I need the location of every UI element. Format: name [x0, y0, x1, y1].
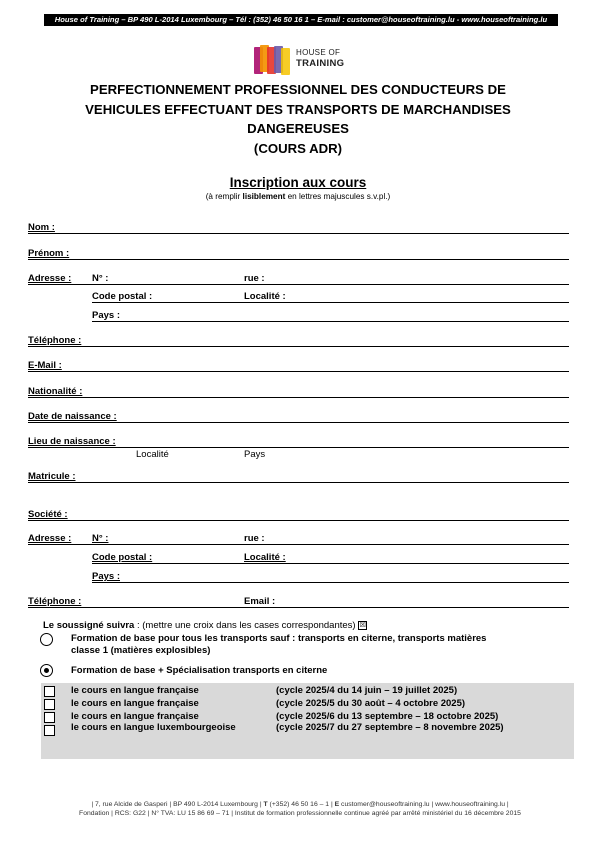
footer-line1	[30, 800, 570, 809]
course-cycle-1: (cycle 2025/4 du 14 juin – 19 juillet 2025)	[276, 685, 458, 696]
title-line2: VEHICULES EFFECTUANT DES TRANSPORTS DE MARCHANDISES	[85, 101, 511, 117]
societe-adresse-field[interactable]	[28, 544, 569, 545]
footer-address: | 7, rue Alcide de Gasperi | BP 490 L-2014 Luxembourg |	[91, 801, 264, 808]
course-language-2: le cours en langue française	[71, 698, 199, 709]
logo-text-line2: TRAINING	[296, 58, 345, 69]
code-postal-label: Code postal :	[92, 291, 153, 302]
societe-telephone-field[interactable]	[28, 607, 569, 608]
matricule-label: Matricule :	[28, 471, 76, 482]
course-language-4: le cours en langue luxembourgeoise	[71, 722, 236, 733]
nom-label: Nom :	[28, 222, 55, 233]
instruction-bold: lisiblement	[242, 192, 286, 201]
form-heading: Inscription aux cours	[229, 175, 367, 190]
societe-pays-field[interactable]	[92, 582, 569, 583]
telephone-label: Téléphone :	[28, 335, 82, 346]
checked-box-icon: ☒	[359, 621, 366, 629]
lieu-naissance-field[interactable]	[28, 447, 569, 448]
document-title	[40, 80, 556, 158]
matricule-field[interactable]	[28, 482, 569, 483]
logo-text-line1: HOUSE OF	[296, 48, 341, 57]
course-checkbox-2[interactable]	[44, 699, 55, 710]
societe-pays-label: Pays :	[92, 571, 120, 582]
house-of-training-logo	[252, 44, 362, 76]
footer-email-web: customer@houseoftraining.lu | www.houseoftraining.lu |	[339, 801, 509, 808]
options-intro-bold: Le soussigné suivra	[43, 620, 135, 631]
option-citerne-label: Formation de base + Spécialisation transports en citerne	[71, 665, 328, 676]
option-base-label	[71, 633, 486, 657]
nationalite-field[interactable]	[28, 397, 569, 398]
footer-phone: (+352) 46 50 16 – 1 |	[267, 801, 335, 808]
code-postal-field[interactable]	[92, 302, 569, 303]
course-cycle-3: (cycle 2025/6 du 13 septembre – 18 octobre 2025)	[276, 711, 499, 722]
footer-email-tag: E	[334, 801, 340, 808]
course-cycle-4: (cycle 2025/7 du 27 septembre – 8 novembre 2025)	[276, 722, 504, 733]
fill-instruction	[40, 192, 556, 201]
societe-numero-label: N° :	[92, 533, 109, 544]
title-line1: PERFECTIONNEMENT PROFESSIONNEL DES CONDUCTEURS DE	[90, 82, 506, 97]
option-base-radio[interactable]	[40, 633, 53, 646]
course-cycle-2: (cycle 2025/5 du 30 août – 4 octobre 2025)	[276, 698, 466, 709]
email-field[interactable]	[28, 371, 569, 372]
instruction-pre: (à remplir	[205, 192, 243, 201]
title-line3: DANGEREUSES	[247, 121, 349, 136]
societe-telephone-label: Téléphone :	[28, 596, 82, 607]
localite-label: Localité :	[244, 291, 286, 302]
rue-label: rue :	[244, 273, 265, 284]
lieu-pays-hint: Pays	[244, 449, 266, 460]
option-citerne-radio[interactable]	[40, 664, 53, 677]
societe-email-label: Email :	[244, 596, 276, 607]
pays-field[interactable]	[92, 321, 569, 322]
course-language-1: le cours en langue française	[71, 685, 199, 696]
title-line4: (COURS ADR)	[253, 140, 343, 156]
email-label: E-Mail :	[28, 360, 62, 371]
course-checkbox-1[interactable]	[44, 686, 55, 697]
lieu-naissance-label: Lieu de naissance :	[28, 436, 116, 447]
adresse-label: Adresse :	[28, 273, 72, 284]
course-checkbox-4[interactable]	[44, 725, 55, 736]
prenom-label: Prénom :	[28, 248, 70, 259]
prenom-field[interactable]	[28, 259, 569, 260]
adresse-field[interactable]	[28, 284, 569, 285]
course-language-3: le cours en langue française	[71, 711, 199, 722]
lieu-localite-hint: Localité	[136, 449, 169, 460]
option-base-line2: classe 1 (matières explosibles)	[71, 645, 211, 656]
pays-label: Pays :	[92, 310, 120, 321]
societe-code-postal-label: Code postal :	[92, 552, 153, 563]
nom-field[interactable]	[28, 233, 569, 234]
page-footer	[30, 800, 570, 818]
options-intro-rest: : (mettre une croix dans les cases correspondantes)	[134, 620, 359, 631]
societe-field[interactable]	[28, 520, 569, 521]
option-base-line1: Formation de base pour tous les transports sauf : transports en citerne, transports matières	[71, 633, 487, 644]
footer-phone-tag: T	[263, 801, 268, 808]
footer-line2: Fondation | RCS: G22 | N° TVA: LU 15 86 69 – 71 | Institut de formation professionnelle continue agréé par arrêté ministériel du 16 décembre 2015	[79, 810, 521, 817]
options-intro	[43, 620, 367, 631]
logo-tile-icon	[281, 48, 290, 75]
societe-rue-label: rue :	[244, 533, 265, 544]
course-checkbox-3[interactable]	[44, 712, 55, 723]
contact-bar: House of Training – BP 490 L-2014 Luxembourg – Tél : (352) 46 50 16 1 – E-mail : customer@houseoftraining.lu - www.houseoftraining.lu	[44, 14, 558, 26]
societe-label: Société :	[28, 509, 68, 520]
nationalite-label: Nationalité :	[28, 386, 83, 397]
instruction-post: en lettres majuscules s.v.pl.)	[285, 192, 391, 201]
date-naissance-label: Date de naissance :	[28, 411, 117, 422]
date-naissance-field[interactable]	[28, 422, 569, 423]
radio-selected-dot	[44, 668, 49, 673]
societe-code-postal-field[interactable]	[92, 563, 569, 564]
societe-adresse-label: Adresse :	[28, 533, 72, 544]
societe-localite-label: Localité :	[244, 552, 286, 563]
numero-label: N° :	[92, 273, 109, 284]
telephone-field[interactable]	[28, 346, 569, 347]
